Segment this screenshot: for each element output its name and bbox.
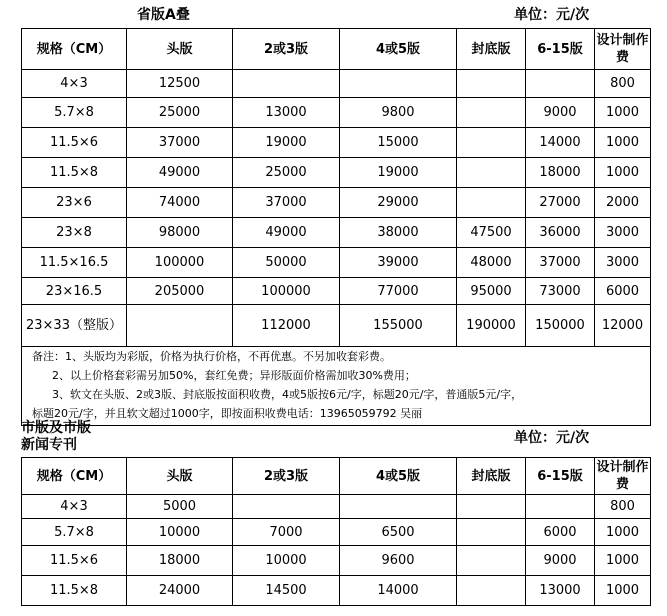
- notes-row: [22, 347, 651, 426]
- size-cell: 4×3: [22, 70, 127, 98]
- price-cell: 190000: [457, 305, 526, 347]
- price-cell: 37000: [127, 128, 233, 158]
- size-cell: 23×6: [22, 188, 127, 218]
- price-cell: 1000: [595, 158, 651, 188]
- column-header: 设计制作费: [595, 29, 651, 70]
- price-cell: 25000: [233, 158, 340, 188]
- column-header: 4或5版: [340, 29, 457, 70]
- price-cell: [127, 305, 233, 347]
- price-cell: 18000: [526, 158, 595, 188]
- price-cell: 36000: [526, 218, 595, 248]
- price-cell: 14000: [526, 128, 595, 158]
- price-cell: 100000: [127, 248, 233, 278]
- price-cell: 800: [595, 495, 651, 519]
- price-cell: [340, 70, 457, 98]
- section1-unit: 单位：元/次: [514, 7, 590, 23]
- price-cell: 19000: [233, 128, 340, 158]
- note-line: 标题20元/字，并且软文超过1000字，即按面积收费电话：13965059792 吴丽: [32, 407, 423, 420]
- price-cell: [340, 495, 457, 519]
- price-cell: [457, 128, 526, 158]
- price-cell: [526, 70, 595, 98]
- price-cell: [457, 158, 526, 188]
- price-cell: [457, 495, 526, 519]
- price-cell: 74000: [127, 188, 233, 218]
- price-cell: 38000: [340, 218, 457, 248]
- table-row: [22, 70, 651, 98]
- price-table-city: [21, 457, 651, 606]
- note-line: 2、以上价格套彩需另加50%，套红免费；异形版面价格需加收30%费用；: [52, 369, 416, 382]
- price-cell: 24000: [127, 576, 233, 606]
- table-row: [22, 576, 651, 606]
- price-cell: 48000: [457, 248, 526, 278]
- price-cell: 112000: [233, 305, 340, 347]
- price-cell: 27000: [526, 188, 595, 218]
- price-cell: 1000: [595, 519, 651, 546]
- section2-title-line1: 市版及市版: [21, 420, 91, 436]
- column-header: 头版: [127, 458, 233, 495]
- price-cell: 77000: [340, 278, 457, 305]
- price-cell: 14500: [233, 576, 340, 606]
- price-cell: 10000: [127, 519, 233, 546]
- table-row: [22, 158, 651, 188]
- price-cell: [457, 546, 526, 576]
- note-line: 备注：1、头版均为彩版，价格为执行价格，不再优惠。不另加收套彩费。: [32, 350, 391, 363]
- price-cell: [457, 576, 526, 606]
- price-cell: 6500: [340, 519, 457, 546]
- price-cell: 9800: [340, 98, 457, 128]
- price-cell: 19000: [340, 158, 457, 188]
- size-cell: 23×16.5: [22, 278, 127, 305]
- column-header: 2或3版: [233, 458, 340, 495]
- price-cell: 9000: [526, 546, 595, 576]
- price-cell: 10000: [233, 546, 340, 576]
- notes: [22, 347, 651, 426]
- price-cell: 155000: [340, 305, 457, 347]
- section2-title-line2: 新闻专刊: [21, 437, 77, 453]
- price-cell: 1000: [595, 546, 651, 576]
- column-header: 规格（CM）: [22, 29, 127, 70]
- size-cell: 11.5×8: [22, 158, 127, 188]
- price-cell: 1000: [595, 576, 651, 606]
- price-cell: 3000: [595, 248, 651, 278]
- price-cell: 18000: [127, 546, 233, 576]
- table-row: [22, 218, 651, 248]
- price-cell: [233, 495, 340, 519]
- price-cell: 37000: [526, 248, 595, 278]
- size-cell: 5.7×8: [22, 519, 127, 546]
- price-cell: 49000: [233, 218, 340, 248]
- size-cell: 5.7×8: [22, 98, 127, 128]
- price-cell: 50000: [233, 248, 340, 278]
- price-cell: [457, 188, 526, 218]
- price-cell: [233, 70, 340, 98]
- price-cell: 37000: [233, 188, 340, 218]
- price-cell: 9000: [526, 98, 595, 128]
- price-cell: 7000: [233, 519, 340, 546]
- table-row: [22, 248, 651, 278]
- price-cell: 100000: [233, 278, 340, 305]
- column-header: 设计制作费: [595, 458, 651, 495]
- size-cell: 11.5×16.5: [22, 248, 127, 278]
- section2-unit: 单位：元/次: [514, 430, 590, 446]
- price-cell: 98000: [127, 218, 233, 248]
- column-header: 6-15版: [526, 458, 595, 495]
- column-header: 6-15版: [526, 29, 595, 70]
- price-cell: 3000: [595, 218, 651, 248]
- table-row: [22, 305, 651, 347]
- table-row: [22, 519, 651, 546]
- table-row: [22, 546, 651, 576]
- price-cell: 205000: [127, 278, 233, 305]
- price-cell: 29000: [340, 188, 457, 218]
- price-cell: 73000: [526, 278, 595, 305]
- column-header: 2或3版: [233, 29, 340, 70]
- table-row: [22, 128, 651, 158]
- price-cell: 6000: [526, 519, 595, 546]
- column-header: 封底版: [457, 458, 526, 495]
- table-row: [22, 278, 651, 305]
- price-cell: 1000: [595, 128, 651, 158]
- price-cell: 6000: [595, 278, 651, 305]
- header-row: [22, 29, 651, 70]
- price-cell: 95000: [457, 278, 526, 305]
- price-cell: 800: [595, 70, 651, 98]
- size-cell: 23×33（整版）: [22, 305, 127, 347]
- column-header: 4或5版: [340, 458, 457, 495]
- price-cell: 12000: [595, 305, 651, 347]
- note-line: 3、软文在头版、2或3版、封底版按面积收费，4或5版按6元/字，标题20元/字，普通版5元/字，: [52, 388, 523, 401]
- price-cell: 1000: [595, 98, 651, 128]
- price-cell: 2000: [595, 188, 651, 218]
- price-cell: 150000: [526, 305, 595, 347]
- price-cell: 49000: [127, 158, 233, 188]
- price-cell: [526, 495, 595, 519]
- size-cell: 23×8: [22, 218, 127, 248]
- size-cell: 11.5×6: [22, 128, 127, 158]
- size-cell: 11.5×6: [22, 546, 127, 576]
- table-row: [22, 188, 651, 218]
- price-cell: 47500: [457, 218, 526, 248]
- price-cell: 25000: [127, 98, 233, 128]
- price-cell: 12500: [127, 70, 233, 98]
- section1-title: 省版A叠: [137, 7, 190, 23]
- price-cell: 9600: [340, 546, 457, 576]
- price-cell: 14000: [340, 576, 457, 606]
- column-header: 封底版: [457, 29, 526, 70]
- price-cell: [457, 98, 526, 128]
- price-cell: [457, 519, 526, 546]
- header-row: [22, 458, 651, 495]
- size-cell: 11.5×8: [22, 576, 127, 606]
- table-row: [22, 495, 651, 519]
- column-header: 规格（CM）: [22, 458, 127, 495]
- price-cell: 15000: [340, 128, 457, 158]
- price-cell: 13000: [526, 576, 595, 606]
- price-cell: 13000: [233, 98, 340, 128]
- price-cell: 5000: [127, 495, 233, 519]
- column-header: 头版: [127, 29, 233, 70]
- price-cell: 39000: [340, 248, 457, 278]
- price-cell: [457, 70, 526, 98]
- price-table-provincial: [21, 28, 651, 426]
- table-row: [22, 98, 651, 128]
- size-cell: 4×3: [22, 495, 127, 519]
